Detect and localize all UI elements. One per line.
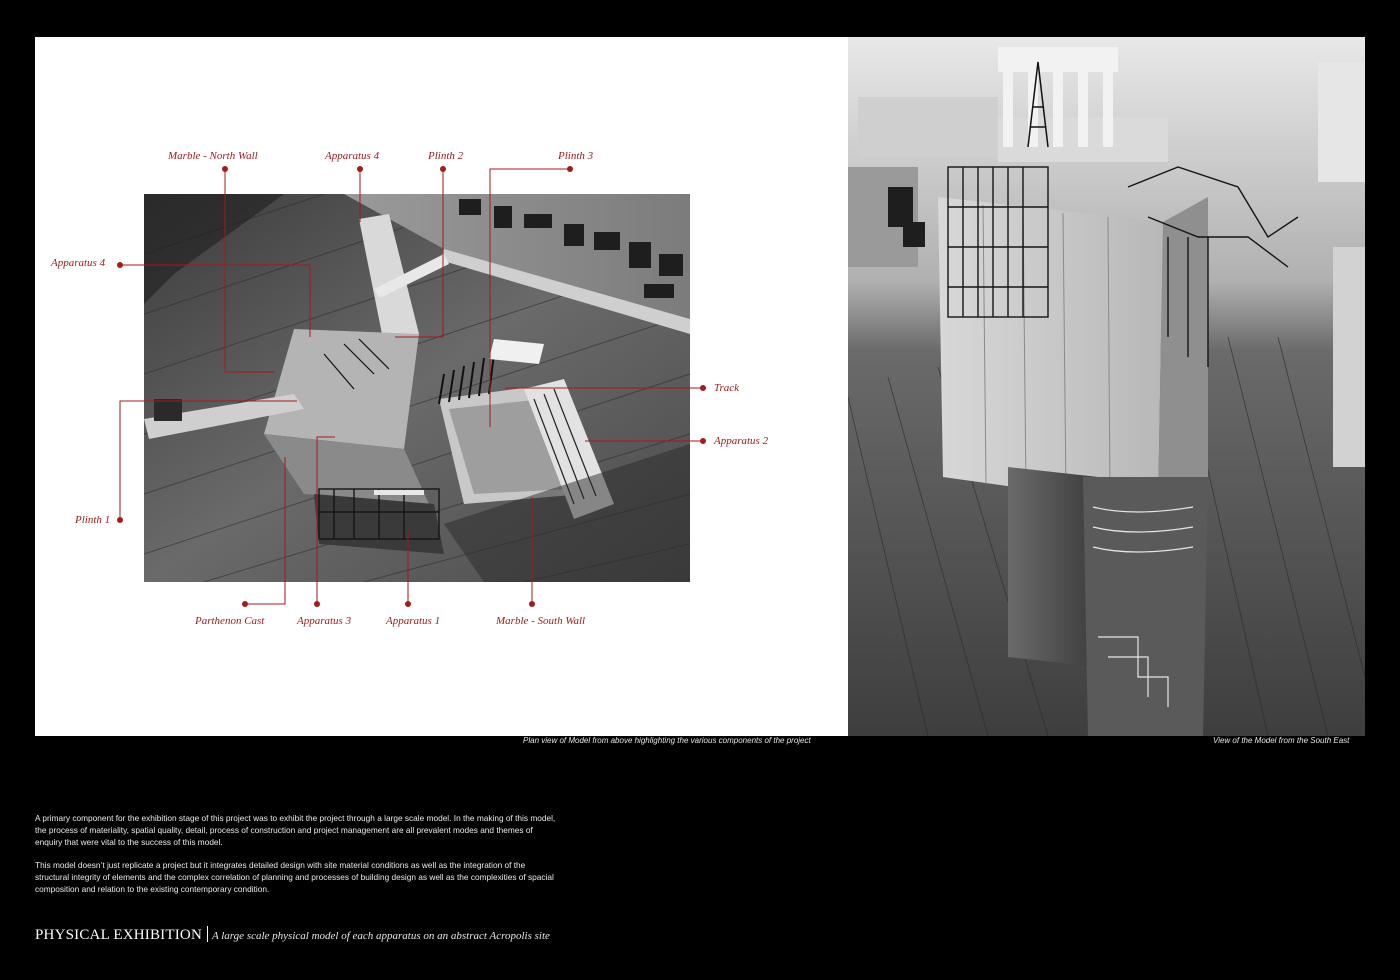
plan-view-caption: Plan view of Model from above highlighting the various components of the project <box>523 736 811 745</box>
page-title: PHYSICAL EXHIBITION <box>35 927 202 943</box>
label-apparatus-3: Apparatus 3 <box>297 615 352 627</box>
label-apparatus-4-top: Apparatus 4 <box>325 150 380 162</box>
south-east-view-caption: View of the Model from the South East <box>1213 736 1350 745</box>
page-heading <box>35 924 550 944</box>
title-separator <box>207 926 208 942</box>
south-east-view-drawing <box>848 37 1365 736</box>
label-plinth-1: Plinth 1 <box>75 514 111 526</box>
label-plinth-2: Plinth 2 <box>428 150 464 162</box>
label-plinth-3: Plinth 3 <box>558 150 594 162</box>
label-marble-north-wall: Marble - North Wall <box>168 150 258 162</box>
label-apparatus-1: Apparatus 1 <box>386 615 441 627</box>
label-parthenon-cast: Parthenon Cast <box>195 615 265 627</box>
page-subtitle: A large scale physical model of each apparatus on an abstract Acropolis site <box>211 930 550 942</box>
label-apparatus-4-left: Apparatus 4 <box>51 257 106 269</box>
description-paragraph-2: This model doesn’t just replicate a project but it integrates detailed design with site material conditions as well as the integration of the structural integrity of elements and the complex correlation of planning and processes of building design as well as the complexities of spacial composition and relation to the existing contemporary condition. <box>35 860 554 894</box>
plan-view-photo-drawing <box>144 194 690 582</box>
plan-view-photo <box>144 194 690 582</box>
label-marble-south-wall: Marble - South Wall <box>496 615 586 627</box>
south-east-view-photo <box>848 37 1365 736</box>
label-track: Track <box>714 382 740 394</box>
plan-view-panel <box>35 37 848 736</box>
description-paragraph-1: A primary component for the exhibition stage of this project was to exhibit the project through a large scale model. In the making of this model, the process of materiality, spatial quality, detail, process of construction and project management are all prevalent modes and themes of enquiry that were vital to the success of this model. <box>35 813 556 847</box>
label-apparatus-2: Apparatus 2 <box>714 435 769 447</box>
